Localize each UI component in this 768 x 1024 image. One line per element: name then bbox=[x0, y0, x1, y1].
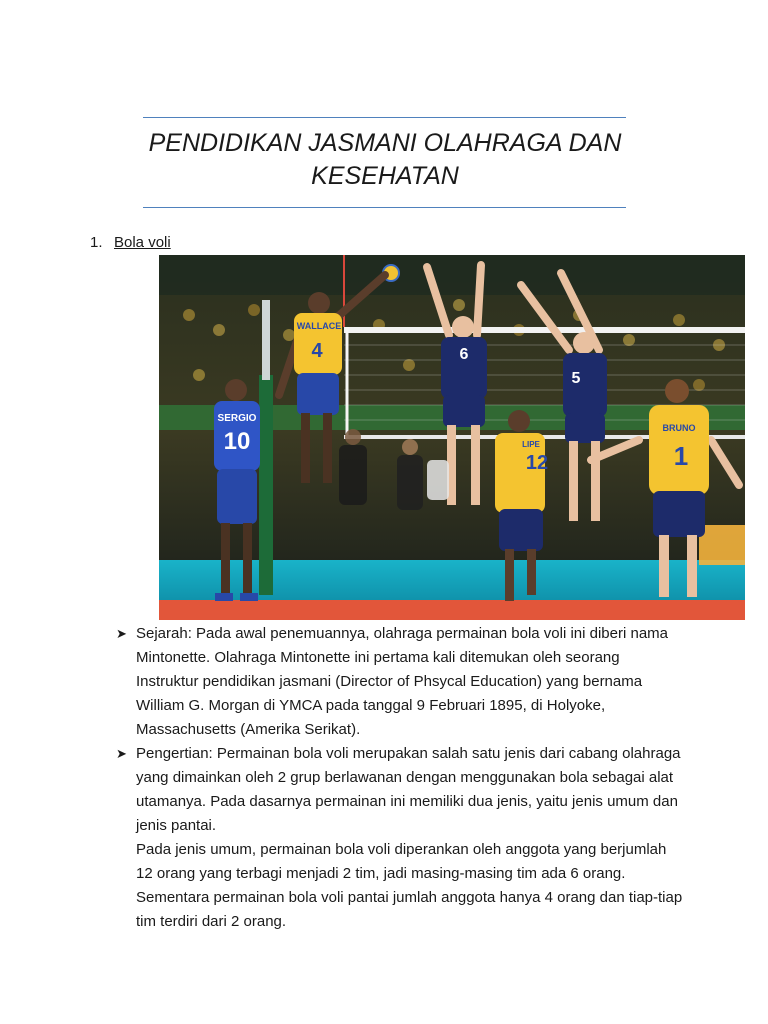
volleyball-photo bbox=[159, 255, 745, 620]
court-orange bbox=[159, 600, 745, 620]
document-title: PENDIDIKAN JASMANI OLAHRAGA DAN KESEHATAN bbox=[148, 129, 622, 190]
bullet-list bbox=[116, 622, 686, 934]
jersey-number-5: 5 bbox=[571, 370, 581, 387]
section-number: 1. bbox=[90, 234, 103, 251]
bullet-item-pengertian bbox=[116, 742, 686, 934]
section-heading bbox=[90, 233, 171, 253]
net-post bbox=[259, 375, 273, 595]
arrowhead-bullet-icon: ➤ bbox=[116, 746, 127, 761]
jersey-name-sergio: SERGIO bbox=[217, 413, 257, 424]
arrowhead-bullet-icon: ➤ bbox=[116, 626, 127, 641]
jersey-number-sergio: 10 bbox=[223, 428, 251, 455]
jersey-name-wallace: WALLACE bbox=[296, 321, 342, 331]
title-rule-top bbox=[143, 117, 626, 118]
jersey-name-bruno: BRUNO bbox=[662, 423, 696, 433]
jersey-name-lipe: LIPE bbox=[522, 440, 540, 449]
net-top-band bbox=[344, 327, 745, 333]
bullet-paragraph: Pada jenis umum, permainan bola voli diperankan oleh anggota yang berjumlah 12 orang yang terbagi menjadi 2 tim, jadi masing-masing tim ada 6 orang. Sementara permainan bola voli pantai jumlah anggota hanya 4 orang dan tiap-tiap tim terdiri dari 2 orang. bbox=[136, 841, 683, 930]
jersey-number-bruno: 1 bbox=[673, 441, 689, 471]
section-label: Bola voli bbox=[114, 234, 171, 251]
jersey-number-lipe: 12 bbox=[525, 452, 549, 474]
bullet-paragraph: Sejarah: Pada awal penemuannya, olahraga permainan bola voli ini diberi nama Mintonette. Olahraga Mintonette ini pertama kali ditemukan oleh seorang Instruktur pendidikan jasmani (Director of Phsycal Education) yang bernama William G. Morgan di YMCA pada tanggal 9 Februari 1895, di Holyoke, Massachusetts (Amerika Serikat). bbox=[136, 625, 669, 738]
bullet-item-sejarah bbox=[116, 622, 686, 742]
jersey-number-6: 6 bbox=[459, 346, 469, 363]
bullet-paragraph: Pengertian: Permainan bola voli merupakan salah satu jenis dari cabang olahraga yang dimainkan oleh 2 grup berlawanan dengan menggunakan bola sebagai alat utamanya. Pada dasarnya permainan ini memiliki dua jenis, yaitu jenis umum dan jenis pantai. bbox=[136, 745, 681, 834]
jersey-number-wallace: 4 bbox=[311, 340, 323, 362]
title-rule-bottom bbox=[143, 207, 626, 208]
